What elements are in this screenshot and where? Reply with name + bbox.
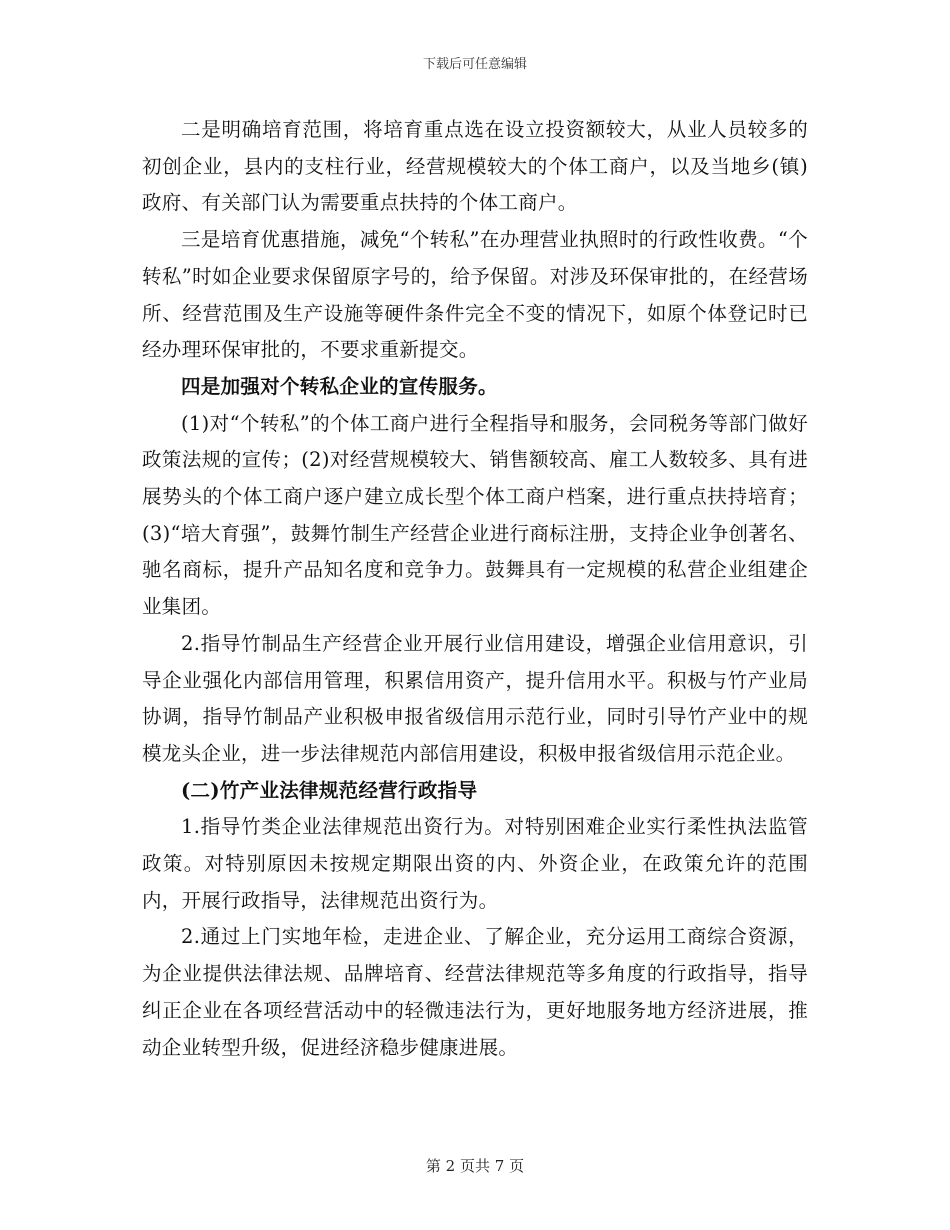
paragraph-capital-contribution: 1.指导竹类企业法律规范出资行为。对特别困难企业实行柔性执法监管政策。对特别原因未按规定期限出资的内、外资企业，在政策允许的范围内，开展行政指导，法律规范出资行为。	[142, 815, 808, 912]
document-body	[142, 112, 808, 1066]
section-heading-publicity: 四是加强对个转私企业的宣传服务。	[181, 374, 498, 398]
paragraph-scope: 二是明确培育范围，将培育重点选在设立投资额较大，从业人员较多的初创企业，县内的支柱行业，经营规模较大的个体工商户，以及当地乡(镇)政府、有关部门认为需要重点扶持的个体工商户。	[142, 118, 808, 215]
page-header: 下载后可任意编辑	[422, 57, 527, 72]
paragraph-incentives: 三是培育优惠措施，减免“个转私”在办理营业执照时的行政性收费。“个转私”时如企业要求保留原字号的，给予保留。对涉及环保审批的，在经营场所、经营范围及生产设施等硬件条件完全不变的情况下，如原个体登记时已经办理环保审批的，不要求重新提交。	[142, 228, 808, 362]
page-number-footer: 第 2 页共 7 页	[425, 1157, 525, 1175]
section-heading-bamboo-guidance: (二)竹产业法律规范经营行政指导	[181, 778, 478, 802]
paragraph-credit-building: 2.指导竹制品生产经营企业开展行业信用建设，增强企业信用意识，引导企业强化内部信用管理，积累信用资产，提升信用水平。积极与竹产业局协调，指导竹制品产业积极申报省级信用示范行业，同时引导竹产业中的规模龙头企业，进一步法律规范内部信用建设，积极申报省级信用示范企业。	[142, 631, 808, 765]
paragraph-annual-inspection: 2.通过上门实地年检，走进企业、了解企业，充分运用工商综合资源，为企业提供法律法规、品牌培育、经营法律规范等多角度的行政指导，指导纠正企业在各项经营活动中的轻微违法行为，更好地服务地方经济进展，推动企业转型升级，促进经济稳步健康进展。	[142, 925, 808, 1059]
paragraph-guidance-service: (1)对“个转私”的个体工商户进行全程指导和服务，会同税务等部门做好政策法规的宣传；(2)对经营规模较大、销售额较高、雇工人数较多、具有进展势头的个体工商户逐户建立成长型个体工商户档案，进行重点扶持培育；(3)“培大育强”，鼓舞竹制生产经营企业进行商标注册，支持企业争创著名、驰名商标，提升产品知名度和竞争力。鼓舞具有一定规模的私营企业组建企业集团。	[142, 411, 808, 619]
